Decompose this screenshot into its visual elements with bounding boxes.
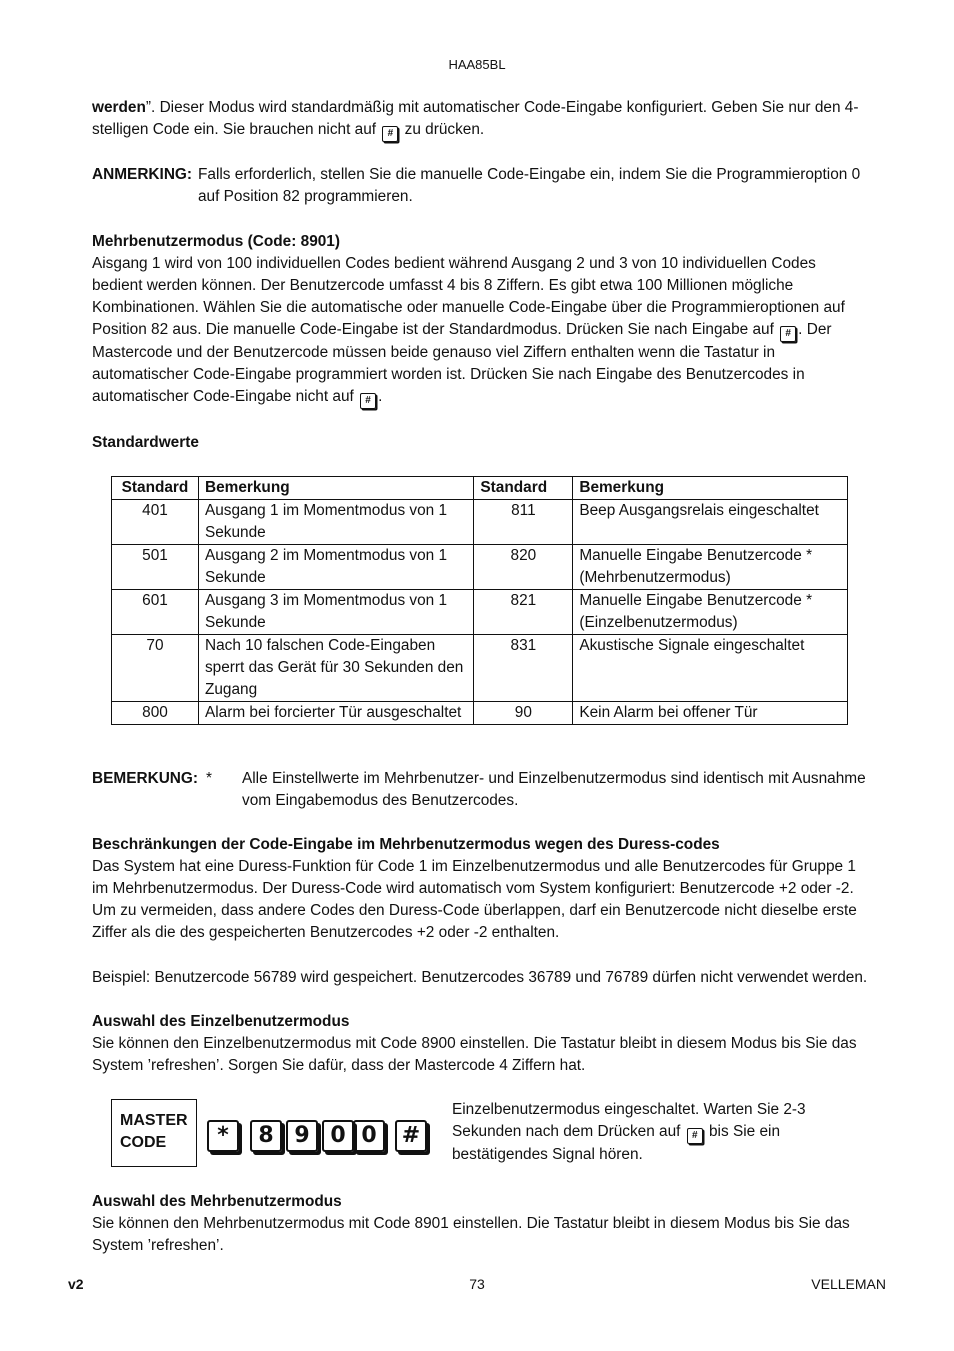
table-row [112, 545, 848, 590]
table-row [112, 702, 848, 725]
intro-bold-word: werden [92, 99, 146, 116]
table-cell-standard: 70 [112, 635, 199, 702]
side-line-2-text: Sekunden nach dem Drücken auf [452, 1123, 685, 1140]
multi-select-section [92, 1191, 892, 1257]
hash-key-icon: # [395, 1120, 427, 1152]
single-heading [92, 1011, 892, 1033]
remark-note [92, 768, 892, 812]
table-cell-remark: Kein Alarm bei offener Tür [573, 702, 848, 725]
master-code-line-2: CODE [120, 1134, 167, 1151]
col-header-remark-2: Bemerkung [573, 477, 848, 500]
side-line-1: Einzelbenutzermodus eingeschaltet. Warten Sie 2-3 [452, 1101, 806, 1118]
intro-line-2 [92, 119, 892, 142]
remark-star: * [206, 770, 212, 787]
single-user-section [92, 1011, 892, 1077]
hash-key-icon: # [687, 1128, 703, 1144]
multi-line-4-end: . Der [798, 321, 832, 338]
duress-line-2: im Mehrbenutzermodus. Der Duress-Code wird automatisch vom System konfiguriert: Benutzercode +2 oder -2. [92, 880, 854, 897]
multi-line-4 [92, 319, 892, 342]
side-line-2 [452, 1121, 852, 1144]
digit-key-icon: 8 [250, 1120, 282, 1152]
table-row [112, 635, 848, 702]
col-header-standard-1: Standard [112, 477, 199, 500]
footer-page-number: 73 [469, 1276, 485, 1292]
anmerking-note [92, 164, 892, 208]
multi-select-heading [92, 1191, 892, 1213]
table-cell-standard: 820 [474, 545, 573, 590]
hash-key-icon: # [780, 326, 796, 342]
table-cell-remark: Manuelle Eingabe Benutzercode * (Einzelbenutzermodus) [573, 590, 848, 635]
intro-line-2-text: stelligen Code ein. Sie brauchen nicht auf [92, 121, 381, 138]
table-cell-remark: Nach 10 falschen Code-Eingaben sperrt das Gerät für 30 Sekunden den Zugang [198, 635, 473, 702]
intro-line-1-text: ”. Dieser Modus wird standardmäßig mit automatischer Code-Eingabe konfiguriert. Geben Sie nur den 4- [145, 99, 859, 116]
duress-section [92, 834, 892, 944]
side-line-3: bestätigendes Signal hören. [452, 1146, 643, 1163]
multi-line-2: bedient werden können. Der Benutzercode umfasst 4 bis 8 Ziffern. Es gibt etwa 100 Millionen mögliche [92, 277, 794, 294]
master-code-box [111, 1099, 197, 1167]
table-cell-remark: Beep Ausgangsrelais eingeschaltet [573, 500, 848, 545]
duress-heading-text: Beschränkungen der Code-Eingabe im Mehrbenutzermodus wegen des Duress-codes [92, 836, 720, 853]
duress-heading [92, 834, 892, 856]
defaults-heading [92, 432, 892, 454]
multi-line-1: Aisgang 1 wird von 100 individuellen Codes bedient während Ausgang 2 und 3 von 10 individuellen Codes [92, 255, 816, 272]
table-cell-standard: 821 [474, 590, 573, 635]
multi-line-7-end: . [378, 388, 383, 405]
table-header-row [112, 477, 848, 500]
remark-line-2: vom Eingabemodus des Benutzercodes. [242, 792, 519, 809]
anmerking-text [198, 164, 888, 208]
table-cell-standard: 601 [112, 590, 199, 635]
multi-select-line-2: System ’refreshen’. [92, 1237, 224, 1254]
side-line-2-end: bis Sie ein [704, 1123, 781, 1140]
multi-line-3: Kombinationen. Wählen Sie die automatische oder manuelle Code-Eingabe über die Programmieroptionen auf [92, 299, 845, 316]
col-header-standard-2: Standard [474, 477, 573, 500]
table-cell-remark: Akustische Signale eingeschaltet [573, 635, 848, 702]
hash-key-icon: # [360, 393, 376, 409]
example-paragraph: Beispiel: Benutzercode 56789 wird gespeichert. Benutzercodes 36789 und 76789 dürfen nicht verwendet werden. [92, 969, 868, 986]
single-line-1: Sie können den Einzelbenutzermodus mit Code 8900 einstellen. Die Tastatur bleibt in diesem Modus bis Sie das [92, 1035, 857, 1052]
hash-key-icon: # [382, 126, 398, 142]
table-cell-standard: 831 [474, 635, 573, 702]
intro-line-2-end: zu drücken. [400, 121, 485, 138]
remark-line-1: Alle Einstellwerte im Mehrbenutzer- und Einzelbenutzermodus sind identisch mit Ausnahme [242, 770, 866, 787]
table-cell-remark: Ausgang 3 im Momentmodus von 1 Sekunde [198, 590, 473, 635]
anmerking-line-2: auf Position 82 programmieren. [198, 188, 413, 205]
multi-select-heading-text: Auswahl des Mehrbenutzermodus [92, 1193, 342, 1210]
multi-heading-text: Mehrbenutzermodus (Code: 8901) [92, 233, 340, 250]
remark-text [242, 768, 892, 812]
defaults-heading-text: Standardwerte [92, 434, 199, 451]
table-row [112, 500, 848, 545]
table-cell-standard: 501 [112, 545, 199, 590]
single-line-2: System ’refreshen’. Sorgen Sie dafür, dass der Mastercode 4 Ziffern hat. [92, 1057, 586, 1074]
intro-line-1 [92, 97, 892, 119]
star-key-icon: * [207, 1120, 239, 1152]
digit-key-icon: 0 [322, 1120, 354, 1152]
col-header-remark-1: Bemerkung [198, 477, 473, 500]
duress-line-1: Das System hat eine Duress-Funktion für Code 1 im Einzelbenutzermodus und alle Benutzercodes für Gruppe 1 [92, 858, 856, 875]
anmerking-label: ANMERKING: [92, 166, 193, 183]
duress-line-4: Ziffer als die des gespeicherten Benutzercodes +2 oder -2 enthalten. [92, 924, 560, 941]
footer-brand: VELLEMAN [811, 1276, 886, 1292]
footer-version: v2 [68, 1276, 84, 1292]
multi-heading [92, 231, 892, 253]
table-cell-remark: Ausgang 2 im Momentmodus von 1 Sekunde [198, 545, 473, 590]
multi-line-6: automatischer Code-Eingabe programmiert worden ist. Drücken Sie nach Eingabe des Benutzercodes in [92, 366, 805, 383]
multi-user-section [92, 231, 892, 409]
digit-key-icon: 0 [353, 1120, 385, 1152]
table-cell-standard: 401 [112, 500, 199, 545]
page-header-model: HAA85BL [448, 57, 506, 72]
table-cell-standard: 811 [474, 500, 573, 545]
multi-line-7 [92, 386, 892, 409]
table-cell-standard: 90 [474, 702, 573, 725]
multi-line-4-text: Position 82 aus. Die manuelle Code-Eingabe ist der Standardmodus. Drücken Sie nach Eingabe auf [92, 321, 779, 338]
single-user-side-text [452, 1099, 852, 1166]
table-cell-remark: Ausgang 1 im Momentmodus von 1 Sekunde [198, 500, 473, 545]
table-cell-remark: Alarm bei forcierter Tür ausgeschaltet [198, 702, 473, 725]
anmerking-line-1: Falls erforderlich, stellen Sie die manuelle Code-Eingabe ein, indem Sie die Programmieroption 0 [198, 166, 861, 183]
remark-label: BEMERKUNG: [92, 770, 199, 787]
digit-key-icon: 9 [286, 1120, 318, 1152]
table-row [112, 590, 848, 635]
multi-line-7-text: automatischer Code-Eingabe nicht auf [92, 388, 359, 405]
table-cell-remark: Manuelle Eingabe Benutzercode * (Mehrbenutzermodus) [573, 545, 848, 590]
table-cell-standard: 800 [112, 702, 199, 725]
multi-line-5: Mastercode und der Benutzercode müssen beide genauso viel Ziffern enthalten wenn die Tastatur in [92, 344, 776, 361]
single-heading-text: Auswahl des Einzelbenutzermodus [92, 1013, 350, 1030]
intro-paragraph [92, 97, 892, 142]
defaults-table [111, 476, 848, 725]
multi-select-line-1: Sie können den Mehrbenutzermodus mit Code 8901 einstellen. Die Tastatur bleibt in diesem Modus bis Sie das [92, 1215, 850, 1232]
duress-line-3: Um zu vermeiden, dass andere Codes den Duress-Code überlappen, darf ein Benutzercode nicht dieselbe erste [92, 902, 857, 919]
master-code-line-1: MASTER [120, 1112, 188, 1129]
